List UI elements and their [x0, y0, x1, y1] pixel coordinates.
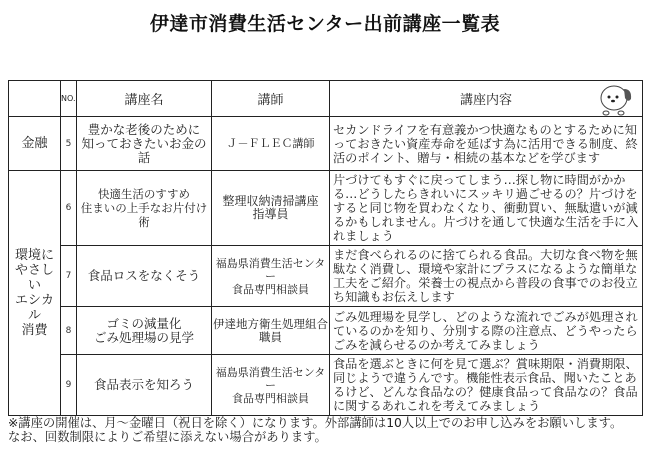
- table-row: [9, 246, 643, 307]
- table-row: [9, 355, 643, 416]
- footnote-line-1: ※講座の開催は、月～金曜日（祝日を除く）になります。外部講師は10人以上でのお申し込みをお願いします。: [8, 416, 623, 430]
- table-row: [9, 307, 643, 355]
- lecturer: 整理収納清掃講座 指導員: [212, 171, 330, 246]
- header-category: [9, 81, 61, 117]
- page-title: 伊達市消費生活センター出前講座一覧表: [149, 13, 501, 35]
- row-no: 7: [61, 246, 77, 307]
- lecturer: Ｊ－ＦＬＥＣ講師: [212, 117, 330, 171]
- row-no: 5: [61, 117, 77, 171]
- lecture-table: [8, 80, 643, 416]
- lecturer: 福島県消費生活センター 食品専門相談員: [212, 355, 330, 416]
- lecture-content: まだ食べられるのに捨てられる食品。大切な食べ物を無駄なく消費し、環境や家計にプラスになるような簡単な工夫をご紹介。栄養士の視点から普段の食事でのお役立ち知識もお伝えします: [330, 246, 643, 307]
- table-header-row: [9, 81, 643, 117]
- row-no: 9: [61, 355, 77, 416]
- lecture-name: 豊かな老後のために 知っておきたいお金の話: [77, 117, 212, 171]
- lecture-name: 食品ロスをなくそう: [77, 246, 212, 307]
- lecture-content: 食品を選ぶときに何を見て選ぶ？賞味期限・消費期限、同じようで違うんです。機能性表示食品、聞いたことあるけど、どんな食品なの？健康食品って食品なの？食品に関するあれこれを考えてみましょう: [330, 355, 643, 416]
- row-no: 8: [61, 307, 77, 355]
- lecture-content: セカンドライフを有意義かつ快適なものとするために知っておきたい資産寿命を延ばす為に活用できる制度、終活のポイント、贈与・相続の基本などを学びます: [330, 117, 643, 171]
- header-content-label: 講座内容: [459, 93, 512, 108]
- lecture-content: ごみ処理場を見学し、どのような流れでごみが処理されているのかを知り、分別する際の注意点、どうやったらごみを減らせるのか考えてみましょう: [330, 307, 643, 355]
- lecture-content: 片づけてもすぐに戻ってしまう…探し物に時間がかかる…どうしたらきれいにスッキリ過ごせるの？片づけをすると同じ物を買わなくなり、衝動買い、無駄遣いが減るかもしれません。片づけを通して快適な生活を手に入れましょう: [330, 171, 643, 246]
- table-row: [9, 117, 643, 171]
- lecture-name: 食品表示を知ろう: [77, 355, 212, 416]
- category-cell: 環境に やさしい エシカル 消費: [9, 171, 61, 416]
- lecturer: 伊達地方衛生処理組合 職員: [212, 307, 330, 355]
- lecture-name: 快適生活のすすめ 住まいの上手なお片付け術: [77, 171, 212, 246]
- header-name: 講座名: [77, 81, 212, 117]
- row-no: 6: [61, 171, 77, 246]
- header-content: [330, 81, 643, 117]
- lecture-name: ゴミの減量化 ごみ処理場の見学: [77, 307, 212, 355]
- table-row: [9, 171, 643, 246]
- category-cell: 金融: [9, 117, 61, 171]
- header-lecturer: 講師: [212, 81, 330, 117]
- header-no: NO.: [61, 81, 77, 117]
- lecturer: 福島県消費生活センター 食品専門相談員: [212, 246, 330, 307]
- footnote-line-2: なお、回数制限によりご希望に添えない場合があります。: [8, 430, 327, 444]
- footnote: [8, 416, 622, 444]
- dog-mascot-icon: [594, 83, 634, 117]
